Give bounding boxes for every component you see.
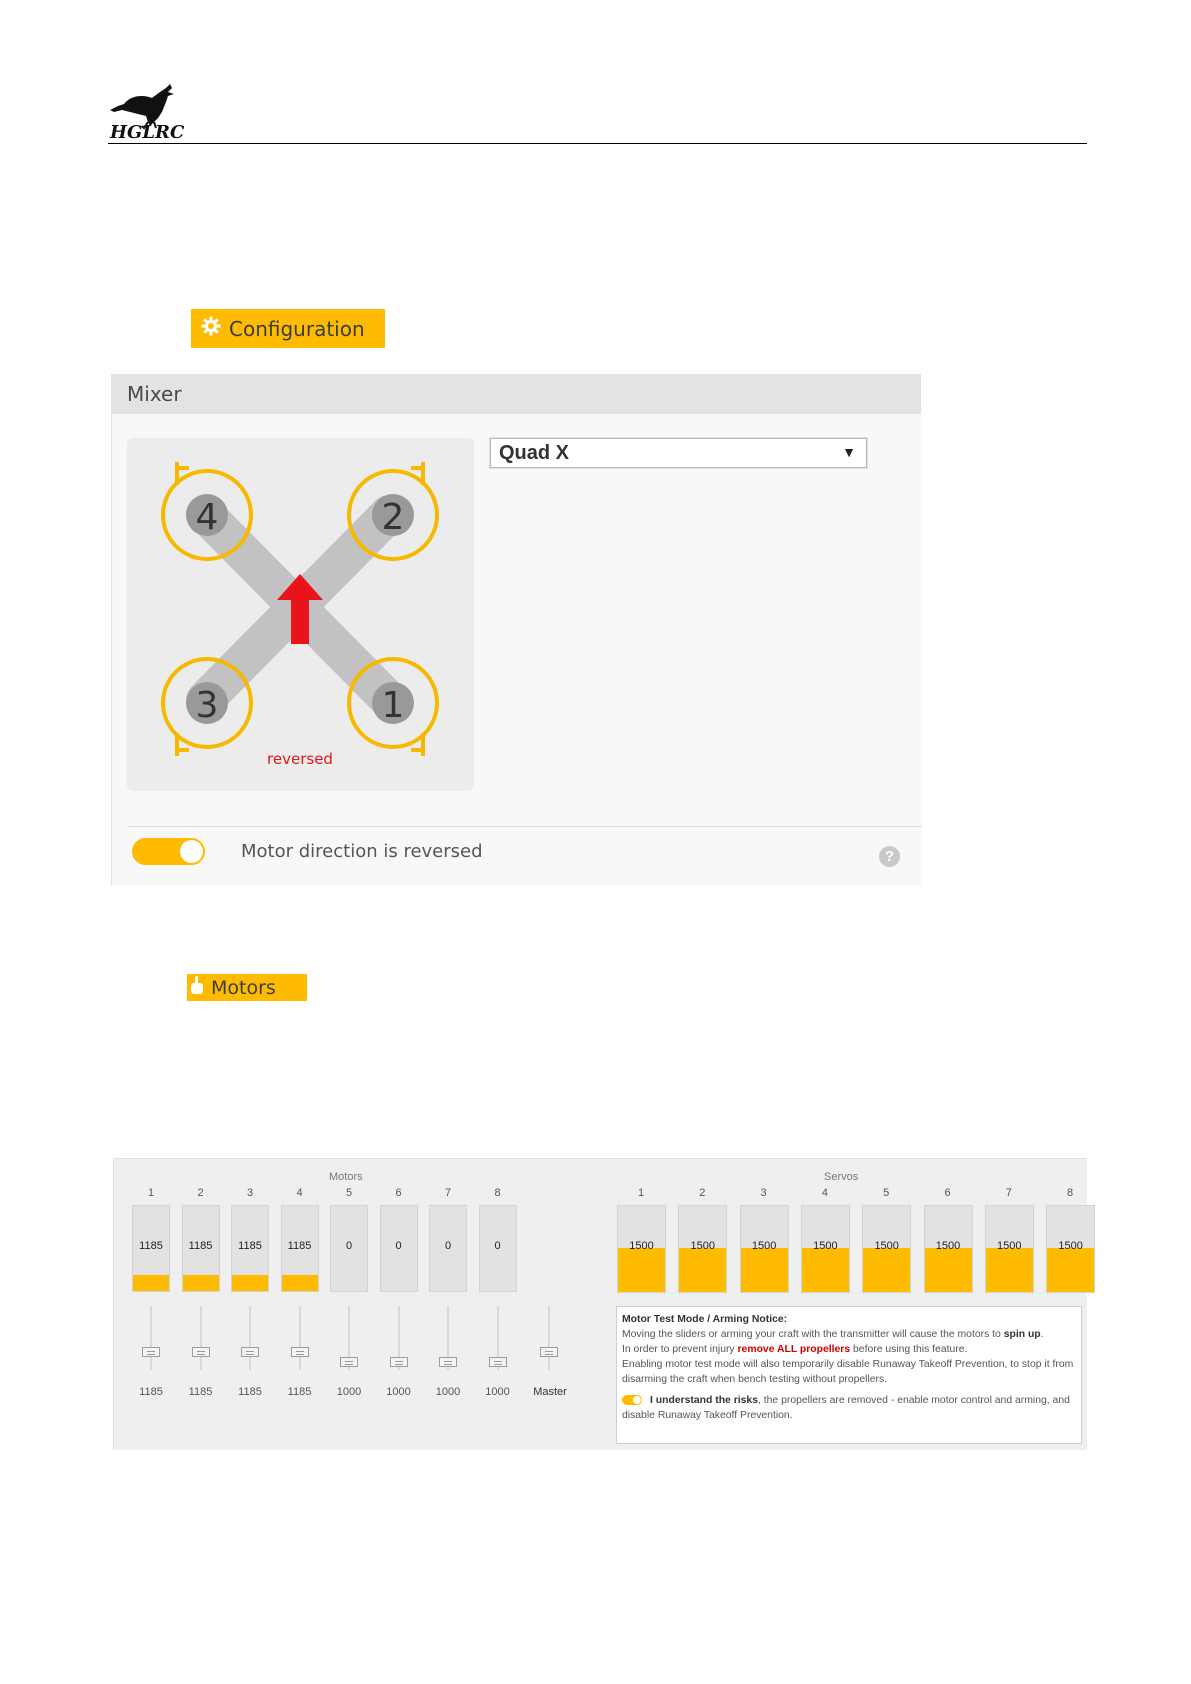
servo-channel-number: 7 <box>1005 1187 1012 1199</box>
servo-meter-fill <box>802 1248 849 1292</box>
motor-meter-value: 0 <box>395 1240 402 1252</box>
motor-meter-value: 1185 <box>238 1240 262 1252</box>
reversed-label: reversed <box>267 750 333 768</box>
servo-meter-value: 1500 <box>629 1240 654 1252</box>
quad-x-diagram <box>127 438 474 791</box>
servo-meter <box>617 1205 666 1293</box>
motor-slider-value: 1000 <box>336 1386 362 1398</box>
servo-meter-fill <box>618 1248 665 1292</box>
motor-meter-fill <box>133 1275 169 1291</box>
servo-channel-number: 4 <box>821 1187 828 1199</box>
servo-channel-number: 8 <box>1067 1187 1074 1199</box>
logo-text: HGLRC <box>110 122 184 142</box>
motor-slider-value: 1185 <box>238 1386 262 1398</box>
motor-channel-number: 3 <box>246 1187 254 1199</box>
servo-channel-number: 3 <box>760 1187 767 1199</box>
motor-label-1: 1 <box>381 685 405 726</box>
motor-slider-track[interactable] <box>200 1306 202 1370</box>
motor-channel-number: 4 <box>296 1187 303 1199</box>
notice-line-3: Enabling motor test mode will also temporarily disable Runaway Takeoff Prevention, to stop it from disarming the craft when bench testing without propellers. <box>622 1359 1074 1385</box>
motor-channel-number: 7 <box>444 1187 452 1199</box>
motor-slider-thumb[interactable] <box>390 1357 408 1367</box>
motor-meter-value: 0 <box>494 1240 501 1252</box>
notice-line-2: In order to prevent injury remove ALL propellers before using this feature. <box>622 1344 968 1355</box>
hand-icon <box>191 976 203 999</box>
motor-slider-track[interactable] <box>249 1306 251 1370</box>
caret-down-icon: ▼ <box>842 444 856 460</box>
servo-meter-value: 1500 <box>935 1240 961 1252</box>
mixer-type-value: Quad X <box>499 441 570 464</box>
servo-meter <box>740 1205 789 1293</box>
motor-test-notice <box>616 1306 1082 1444</box>
motor-meter-value: 0 <box>345 1240 353 1252</box>
servo-meter-fill <box>925 1248 972 1292</box>
servos-group-title: Servos <box>824 1171 859 1183</box>
master-slider-thumb[interactable] <box>540 1347 558 1357</box>
mixer-divider <box>127 826 922 827</box>
motor-slider-track[interactable] <box>299 1306 301 1370</box>
motor-channel-number: 1 <box>147 1187 155 1199</box>
motor-meter <box>132 1205 170 1292</box>
motor-meter <box>380 1205 418 1292</box>
servo-meter <box>924 1205 973 1293</box>
hglrc-logo <box>108 82 184 142</box>
servo-channel-number: 2 <box>699 1187 706 1199</box>
motors-panel <box>113 1158 1087 1450</box>
servo-meter <box>801 1205 850 1293</box>
motor-channel-number: 6 <box>395 1187 402 1199</box>
motor-meter <box>281 1205 319 1292</box>
servo-channel-number: 6 <box>944 1187 951 1199</box>
motor-meter-value: 1185 <box>139 1240 163 1252</box>
motor-meter-fill <box>282 1275 318 1291</box>
motor-slider-thumb[interactable] <box>439 1357 457 1367</box>
motor-channel-number: 5 <box>345 1187 353 1199</box>
servo-channel-number: 5 <box>883 1187 890 1199</box>
header-divider <box>108 143 1087 144</box>
servo-meter-value: 1500 <box>997 1240 1022 1252</box>
motor-meter-value: 0 <box>444 1240 452 1252</box>
motor-meter-fill <box>183 1275 219 1291</box>
motor-meter-fill <box>232 1275 268 1291</box>
motor-channel-number: 8 <box>494 1187 501 1199</box>
motor-slider-value: 1000 <box>485 1386 510 1398</box>
motor-label-4: 4 <box>195 497 219 538</box>
motors-group-title: Motors <box>329 1171 363 1183</box>
motor-slider-thumb[interactable] <box>142 1347 160 1357</box>
motor-slider-value: 1185 <box>139 1386 163 1398</box>
master-slider-track[interactable] <box>548 1306 550 1370</box>
motor-meter-value: 1185 <box>188 1240 213 1252</box>
configuration-tab[interactable] <box>191 309 385 348</box>
gear-icon <box>201 316 221 341</box>
servo-meter-fill <box>863 1248 910 1292</box>
help-icon[interactable]: ? <box>879 846 900 867</box>
servo-meter-fill <box>1047 1248 1094 1292</box>
motor-meter <box>182 1205 220 1292</box>
notice-title: Motor Test Mode / Arming Notice: <box>622 1314 788 1325</box>
motor-slider-thumb[interactable] <box>192 1347 210 1357</box>
servo-meter <box>862 1205 911 1293</box>
servo-meter-value: 1500 <box>813 1240 838 1252</box>
motor-slider-value: 1185 <box>188 1386 213 1398</box>
mixer-type-select[interactable] <box>490 438 867 468</box>
servo-meter-value: 1500 <box>751 1240 777 1252</box>
motor-slider-thumb[interactable] <box>291 1347 309 1357</box>
servo-meter <box>678 1205 727 1293</box>
mixer-title: Mixer <box>112 374 921 414</box>
motor-meter <box>330 1205 368 1292</box>
motor-slider-value: 1000 <box>386 1386 411 1398</box>
motor-direction-toggle[interactable] <box>132 838 205 865</box>
servo-meter-fill <box>741 1248 788 1292</box>
motor-slider-thumb[interactable] <box>340 1357 358 1367</box>
motor-channel-number: 2 <box>197 1187 204 1199</box>
mixer-panel <box>111 374 921 886</box>
motor-meter <box>231 1205 269 1292</box>
motors-tab[interactable] <box>187 974 307 1001</box>
servo-meter-fill <box>986 1248 1033 1292</box>
servo-meter-fill <box>679 1248 726 1292</box>
servo-meter <box>985 1205 1034 1293</box>
servo-meter-value: 1500 <box>690 1240 716 1252</box>
servo-meter-value: 1500 <box>1058 1240 1083 1252</box>
motor-label-2: 2 <box>381 497 405 538</box>
notice-acknowledge: I understand the risks, the propellers are removed - enable motor control and arming, and disable Runaway Takeoff Prevention. <box>622 1395 1070 1421</box>
servo-meter-value: 1500 <box>874 1240 899 1252</box>
configuration-tab-label: Configuration <box>229 316 365 341</box>
notice-line-1: Moving the sliders or arming your craft with the transmitter will cause the motors to spin up. <box>622 1329 1044 1340</box>
master-label: Master <box>533 1386 567 1398</box>
motor-slider-track[interactable] <box>150 1306 152 1370</box>
motor-direction-label: Motor direction is reversed <box>241 841 483 862</box>
motors-tab-label: Motors <box>211 976 276 999</box>
motor-test-enable-toggle[interactable] <box>622 1395 642 1405</box>
toggle-knob <box>180 840 203 863</box>
motor-slider-value: 1185 <box>287 1386 312 1398</box>
servo-channel-number: 1 <box>637 1187 645 1199</box>
motor-slider-thumb[interactable] <box>241 1347 259 1357</box>
motor-meter <box>479 1205 517 1292</box>
motor-meter <box>429 1205 467 1292</box>
motor-meter-value: 1185 <box>287 1240 312 1252</box>
motor-label-3: 3 <box>195 685 219 726</box>
motor-slider-value: 1000 <box>435 1386 461 1398</box>
servo-meter <box>1046 1205 1095 1293</box>
motor-slider-thumb[interactable] <box>489 1357 507 1367</box>
